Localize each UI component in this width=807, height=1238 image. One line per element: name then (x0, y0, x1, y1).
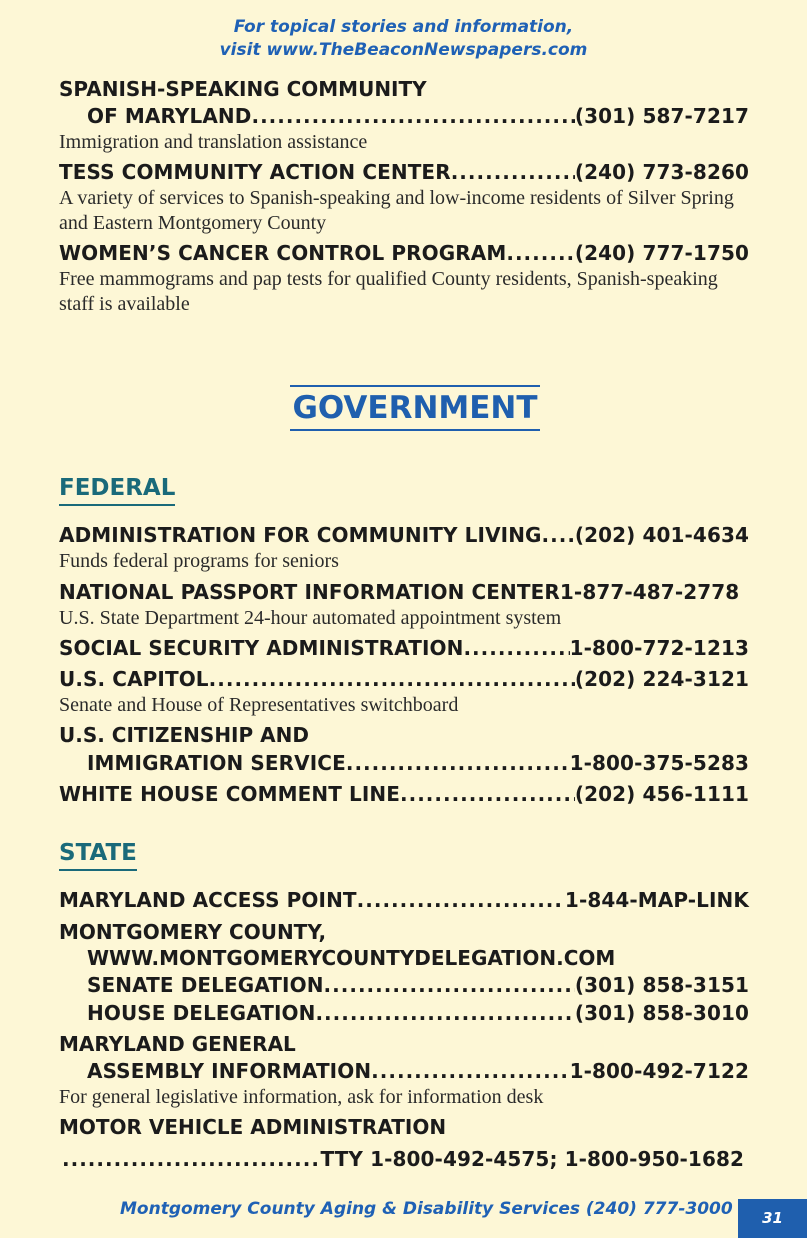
entry-montgomery-county-line1: MONTGOMERY COUNTY, (59, 920, 327, 944)
entry-md-general-assembly (87, 1059, 749, 1083)
entry-description: For general legislative information, ask for information desk (59, 1086, 544, 1108)
entry-name: WHITE HOUSE COMMENT LINE (59, 782, 400, 806)
entry-description: Senate and House of Representatives switchboard (59, 694, 459, 716)
entry-citizenship-line1: U.S. CITIZENSHIP AND (59, 723, 309, 747)
dot-leader (346, 751, 570, 775)
entry-name: NATIONAL PASSPORT INFORMATION CENTER (59, 580, 560, 604)
dot-leader (209, 667, 575, 691)
dot-leader (506, 241, 575, 265)
dot-leader (62, 1147, 320, 1171)
entry-spanish-speaking-line1: SPANISH-SPEAKING COMMUNITY (59, 77, 427, 101)
dot-leader (324, 973, 575, 997)
entry-white-house (59, 782, 749, 806)
entry-phone: TTY 1-800-492-4575; 1-800-950-1682 (320, 1147, 744, 1171)
entry-tess (59, 160, 749, 184)
entry-passport (59, 580, 749, 604)
entry-description: Funds federal programs for seniors (59, 550, 339, 572)
entry-name: ADMINISTRATION FOR COMMUNITY LIVING (59, 523, 542, 547)
entry-house-delegation (87, 1001, 749, 1025)
entry-phone: 1-844-MAP-LINK (564, 888, 749, 912)
entry-phone: (301) 858-3010 (574, 1001, 749, 1025)
entry-mva-name: MOTOR VEHICLE ADMINISTRATION (59, 1115, 447, 1139)
entry-phone: 1-800-492-7122 (569, 1059, 749, 1083)
entry-phone: (301) 587-7217 (574, 104, 749, 128)
page-number: 31 (738, 1199, 807, 1238)
footer-note: Montgomery County Aging & Disability Services (240) 777-3000 (120, 1199, 733, 1219)
entry-name: SENATE DELEGATION (87, 973, 324, 997)
entry-description: U.S. State Department 24-hour automated appointment system (59, 607, 562, 629)
entry-name: WOMEN’S CANCER CONTROL PROGRAM (59, 241, 507, 265)
dot-leader (400, 782, 575, 806)
entry-acl (59, 523, 749, 547)
dot-leader (371, 1059, 569, 1083)
dot-leader (357, 888, 565, 912)
entry-phone: (301) 858-3151 (574, 973, 749, 997)
entry-name: SOCIAL SECURITY ADMINISTRATION (59, 636, 464, 660)
dot-leader (251, 104, 574, 128)
entry-maryland-access-point (59, 888, 749, 912)
entry-phone: 1-800-772-1213 (569, 636, 749, 660)
dot-leader (463, 636, 569, 660)
entry-name: OF MARYLAND (87, 104, 252, 128)
header-note-line2: visit www.TheBeaconNewspapers.com (219, 40, 588, 60)
entry-mva (62, 1147, 744, 1171)
entry-name: HOUSE DELEGATION (87, 1001, 316, 1025)
entry-womens-cancer (59, 241, 749, 265)
entry-phone: (202) 401-4634 (574, 523, 749, 547)
dot-leader (542, 523, 575, 547)
entry-name: TESS COMMUNITY ACTION CENTER (59, 160, 451, 184)
entry-description: Free mammograms and pap tests for qualified County residents, Spanish-speaking staff is available (59, 268, 718, 315)
entry-spanish-speaking (87, 104, 749, 128)
entry-senate-delegation (87, 973, 749, 997)
entry-name: MARYLAND ACCESS POINT (59, 888, 357, 912)
entry-phone: 1-800-375-5283 (569, 751, 749, 775)
entry-phone: 1-877-487-2778 (559, 580, 740, 604)
subsection-title-state: STATE (59, 837, 137, 871)
dot-leader (315, 1001, 574, 1025)
entry-name: U.S. CAPITOL (59, 667, 209, 691)
entry-phone: (240) 777-1750 (574, 241, 749, 265)
section-title-government: GOVERNMENT (290, 385, 540, 431)
entry-description: A variety of services to Spanish-speaking and low-income residents of Silver Spring and Eastern Montgomery County (59, 187, 734, 234)
entry-us-capitol (59, 667, 749, 691)
subsection-title-federal: FEDERAL (59, 472, 175, 506)
entry-montgomery-county-url: WWW.MONTGOMERYCOUNTYDELEGATION.COM (87, 946, 616, 970)
entry-description: Immigration and translation assistance (59, 131, 368, 153)
entry-ssa (59, 636, 749, 660)
entry-name: IMMIGRATION SERVICE (87, 751, 346, 775)
entry-name: ASSEMBLY INFORMATION (87, 1059, 372, 1083)
entry-citizenship (87, 751, 749, 775)
entry-phone: (202) 224-3121 (574, 667, 749, 691)
entry-phone: (202) 456-1111 (574, 782, 749, 806)
header-note-line1: For topical stories and information, (233, 17, 574, 37)
entry-phone: (240) 773-8260 (574, 160, 749, 184)
entry-md-general-line1: MARYLAND GENERAL (59, 1032, 296, 1056)
dot-leader (451, 160, 575, 184)
